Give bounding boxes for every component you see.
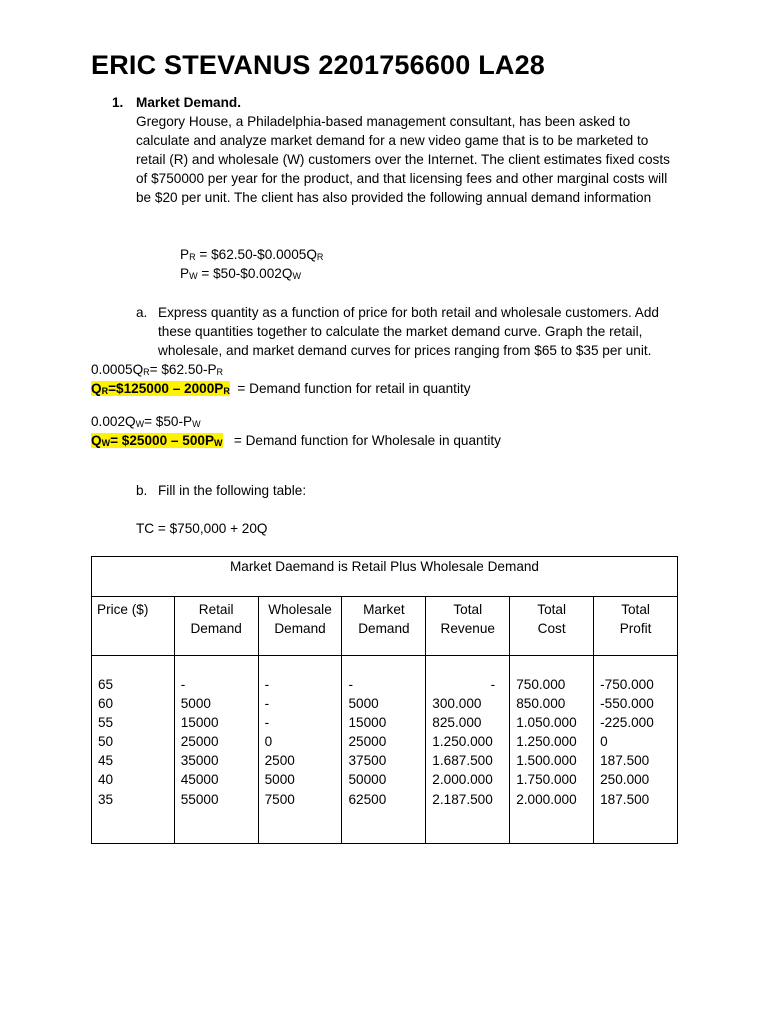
revenue-cell: 2.187.500 bbox=[432, 791, 493, 807]
wholesale-cell: 2500 bbox=[264, 753, 295, 769]
column-total-cost bbox=[510, 656, 594, 844]
wholesale-cell: 7500 bbox=[264, 791, 295, 807]
price-cell: 60 bbox=[98, 696, 114, 712]
market-cell: 37500 bbox=[348, 753, 387, 769]
part-b-text: Fill in the following table: bbox=[158, 483, 307, 498]
cost-cell: 1.500.000 bbox=[516, 753, 577, 769]
column-wholesale-demand bbox=[258, 656, 342, 844]
wholesale-cell: 0 bbox=[264, 734, 273, 750]
price-cell: 45 bbox=[98, 753, 114, 769]
section-number: 1. bbox=[112, 95, 124, 110]
revenue-cell: 2.000.000 bbox=[432, 772, 493, 788]
cost-cell: 1.250.000 bbox=[516, 734, 577, 750]
revenue-cell: 825.000 bbox=[432, 715, 482, 731]
market-cell: - bbox=[348, 677, 353, 692]
price-cell: 35 bbox=[98, 791, 114, 807]
retail-demand-function: QR=$125000 – 2000PR = Demand function for retail in quantity bbox=[91, 381, 471, 396]
column-market-demand bbox=[342, 656, 426, 844]
retail-cell: 15000 bbox=[180, 715, 219, 731]
profit-cell: 250.000 bbox=[600, 772, 650, 788]
market-cell: 50000 bbox=[348, 772, 387, 788]
column-total-profit bbox=[594, 656, 678, 844]
wholesale-note: = Demand function for Wholesale in quantity bbox=[222, 433, 501, 448]
header-total-profit: Total Profit bbox=[594, 597, 678, 656]
retail-note: = Demand function for retail in quantity bbox=[229, 381, 471, 396]
profit-cell: -550.000 bbox=[600, 696, 654, 712]
market-cell: 25000 bbox=[348, 734, 387, 750]
retail-cell: 35000 bbox=[180, 753, 219, 769]
market-cell: 62500 bbox=[348, 791, 387, 807]
retail-cell: 45000 bbox=[180, 772, 219, 788]
cost-cell: 850.000 bbox=[516, 696, 566, 712]
equation-retail-price: PR = $62.50-$0.0005QR bbox=[180, 247, 324, 262]
retail-cell: 5000 bbox=[180, 696, 211, 712]
wholesale-cell: - bbox=[264, 677, 270, 692]
market-demand-table bbox=[91, 556, 678, 844]
header-price: Price ($) bbox=[92, 597, 175, 656]
price-cell: 50 bbox=[98, 734, 114, 750]
cost-cell: 1.750.000 bbox=[516, 772, 577, 788]
header-market-demand: Market Demand bbox=[342, 597, 426, 656]
cost-cell: 2.000.000 bbox=[516, 791, 577, 807]
wholesale-cell: 5000 bbox=[264, 772, 295, 788]
total-cost-equation: TC = $750,000 + 20Q bbox=[136, 521, 268, 536]
price-cell: 40 bbox=[98, 772, 114, 788]
retail-work-line1: 0.0005QR= $62.50-PR bbox=[91, 362, 224, 377]
profit-cell: 187.500 bbox=[600, 791, 650, 807]
cost-cell: 750.000 bbox=[516, 677, 566, 692]
retail-cell: - bbox=[180, 677, 186, 692]
column-price bbox=[92, 656, 175, 844]
wholesale-cell: - bbox=[264, 696, 270, 712]
retail-cell: 25000 bbox=[180, 734, 219, 750]
section-heading: Market Demand. bbox=[136, 95, 242, 110]
revenue-cell: 300.000 bbox=[432, 696, 482, 712]
section-intro: Gregory House, a Philadelphia-based management consultant, has been asked to calculate and analyze market demand for a new video game that is to be marketed to retail (R) and wholesale (W) customers over the Internet. The client estimates fixed costs of $750000 per year for the product, and that licensing fees and other marginal costs will be $20 per unit. The client has also provided the following annual demand information bbox=[136, 114, 670, 205]
wholesale-demand-function: QW= $25000 – 500PW = Demand function for Wholesale in quantity bbox=[91, 433, 501, 448]
profit-cell: -225.000 bbox=[600, 715, 654, 731]
wholesale-cell: - bbox=[264, 715, 270, 731]
retail-cell: 55000 bbox=[180, 791, 219, 807]
price-cell: 55 bbox=[98, 715, 114, 731]
wholesale-work-line1: 0.002QW= $50-PW bbox=[91, 414, 201, 429]
revenue-cell: 1.250.000 bbox=[432, 734, 493, 750]
part-a-text: Express quantity as a function of price for both retail and wholesale customers. Add these quantities together to calculate the market demand curve. Graph the retail, wholesale, and market demand curves for prices ranging from $65 to $35 per unit. bbox=[158, 305, 659, 358]
column-total-revenue bbox=[426, 656, 510, 844]
cost-cell: 1.050.000 bbox=[516, 715, 577, 731]
header-retail-demand: Retail Demand bbox=[174, 597, 258, 656]
header-wholesale-demand: Wholesale Demand bbox=[258, 597, 342, 656]
column-retail-demand bbox=[174, 656, 258, 844]
profit-cell: 187.500 bbox=[600, 753, 650, 769]
table-header-row bbox=[92, 597, 678, 656]
price-cell: 65 bbox=[98, 677, 114, 692]
profit-cell: 0 bbox=[600, 734, 608, 750]
revenue-cell: - bbox=[490, 677, 496, 692]
revenue-cell: 1.687.500 bbox=[432, 753, 493, 769]
profit-cell: -750.000 bbox=[600, 677, 654, 692]
part-a-letter: a. bbox=[136, 305, 148, 320]
market-cell: 5000 bbox=[348, 696, 379, 712]
page-title: ERIC STEVANUS 2201756600 LA28 bbox=[91, 50, 546, 80]
header-total-cost: Total Cost bbox=[510, 597, 594, 656]
market-cell: 15000 bbox=[348, 715, 387, 731]
table-title: Market Daemand is Retail Plus Wholesale Demand bbox=[92, 557, 678, 597]
part-b-letter: b. bbox=[136, 483, 148, 498]
equation-wholesale-price: PW = $50-$0.002QW bbox=[180, 266, 301, 281]
table-body-row bbox=[92, 656, 678, 844]
header-total-revenue: Total Revenue bbox=[426, 597, 510, 656]
